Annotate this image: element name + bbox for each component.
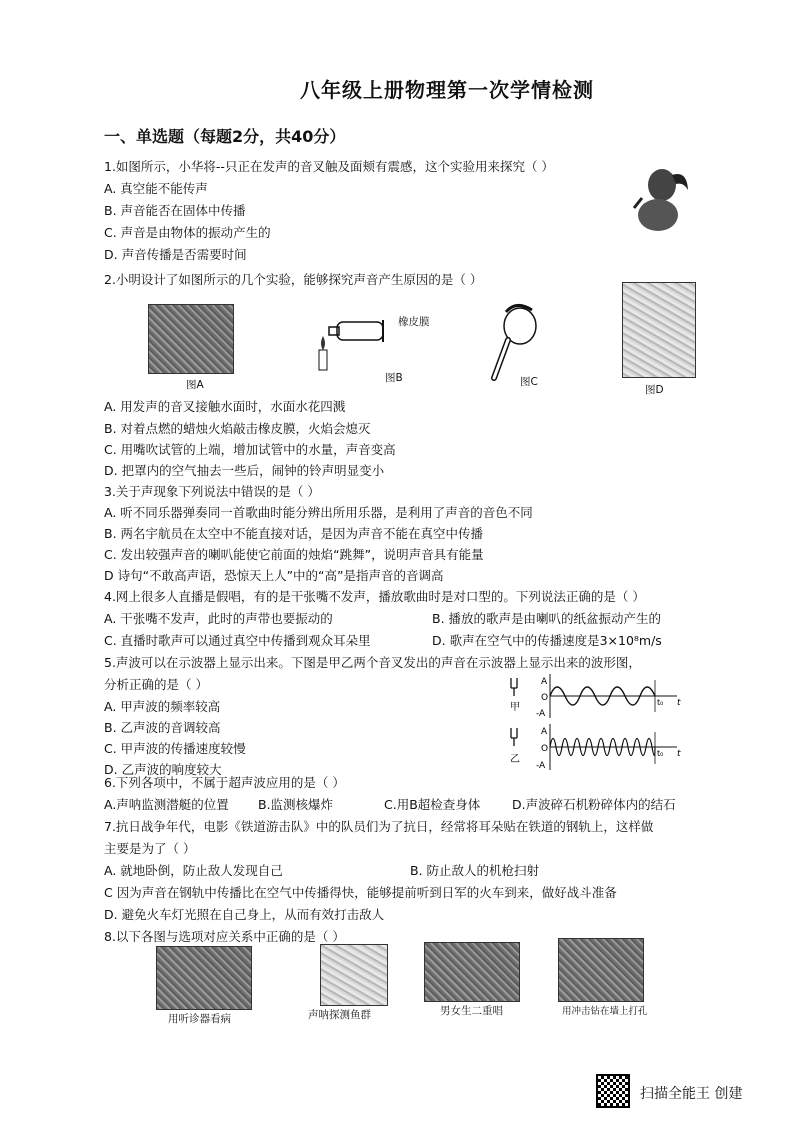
q5-option-c: C. 甲声波的传播速度较慢 [104,741,246,756]
q4-option-d: D. 歌声在空气中的传播速度是3×10⁸m/s [432,633,662,648]
section-heading: 一、单选题（每题2分，共40分） [104,127,346,146]
q6-option-a: A.声呐监测潜艇的位置 [104,797,229,812]
figure-b-caption: 图B [385,372,403,384]
q2-option-d: D. 把罩内的空气抽去一些后，闹钟的铃声明显变小 [104,463,385,478]
q5-option-b: B. 乙声波的音调较高 [104,720,221,735]
figure-a-caption: 图A [186,379,204,391]
figure-c-boy-test-tube-image [486,300,546,382]
q8-image-stethoscope [156,946,252,1010]
q4-option-b: B. 播放的歌声是由喇叭的纸盆振动产生的 [432,611,662,626]
q2-option-b: B. 对着点燃的蜡烛火焰敲击橡皮膜，火焰会熄灭 [104,421,371,436]
q7-stem-2: 主要是为了（ ） [104,841,196,856]
q8-caption-3: 男女生二重唱 [440,1005,503,1017]
wave-label-yi: 乙 [510,754,520,765]
q8-caption-1: 用听诊器看病 [168,1013,231,1025]
q7-stem: 7.抗日战争年代，电影《铁道游击队》中的队员们为了抗日，经常将耳朵贴在铁道的钢轨上，这样做 [104,819,654,834]
figure-b-candle-bottle-image [315,306,395,372]
top-axis-t0-label: t₀ [657,698,664,707]
q4-option-c: C. 直播时歌声可以通过真空中传播到观众耳朵里 [104,633,371,648]
q3-stem: 3.关于声现象下列说法中错误的是（ ） [104,484,320,499]
girl-tuning-fork-image [632,160,692,235]
q1-option-b: B. 声音能否在固体中传播 [104,203,246,218]
q3-option-d: D 诗句“不敢高声语，恐惊天上人”中的“高”是指声音的音调高 [104,568,444,583]
bottom-axis-o-label: O [541,744,549,754]
q8-caption-4: 用冲击钻在墙上打孔 [562,1006,648,1017]
q7-option-b: B. 防止敌人的机枪扫射 [410,863,540,878]
q2-option-c: C. 用嘴吹试管的上端，增加试管中的水量，声音变高 [104,442,396,457]
q5-option-a: A. 甲声波的频率较高 [104,699,221,714]
top-axis-t-label: t [677,698,681,708]
figure-d-caption: 图D [645,384,664,396]
figure-b-label: 橡皮膜 [398,316,430,328]
q4-stem: 4.网上很多人直播是假唱，有的是干张嘴不发声，播放歌曲时是对口型的。下列说法正确的是（ ） [104,589,645,604]
q5-stem: 5.声波可以在示波器上显示出来。下图是甲乙两个音叉发出的声音在示波器上显示出来的波形图， [104,655,641,670]
oscilloscope-waveform-figure [505,672,685,772]
q3-option-b: B. 两名宇航员在太空中不能直接对话，是因为声音不能在真空中传播 [104,526,484,541]
q1-stem: 1.如图所示，小华将--只正在发声的音叉触及面颊有震感，这个实验用来探究（ ） [104,159,554,174]
q7-option-d: D. 避免火车灯光照在自己身上，从而有效打击敌人 [104,907,385,922]
q7-option-c: C 因为声音在钢轨中传播比在空气中传播得快，能够提前听到日军的火车到来，做好战斗准备 [104,885,617,900]
q8-caption-2: 声呐探测鱼群 [308,1009,371,1021]
q1-option-a: A. 真空能不能传声 [104,181,208,196]
figure-a-image [148,304,234,374]
q5-option-d: D. 乙声波的响度较大 [104,762,222,777]
q4-option-a: A. 干张嘴不发声，此时的声带也要振动的 [104,611,333,626]
top-axis-o-label: O [541,693,549,703]
q8-stem: 8.以下各图与选项对应关系中正确的是（ ） [104,929,345,944]
q6-option-b: B.监测核爆炸 [258,797,334,812]
q8-image-duet [424,942,520,1002]
q6-stem: 6.下列各项中，不属于超声波应用的是（ ） [104,775,345,790]
bottom-axis-neg-a-label: -A [536,761,546,771]
q6-option-d: D.声波碎石机粉碎体内的结石 [512,797,676,812]
q6-option-c: C.用B超检查身体 [384,797,481,812]
q3-option-c: C. 发出较强声音的喇叭能使它前面的烛焰“跳舞”，说明声音具有能量 [104,547,484,562]
q5-stem-2: 分析正确的是（ ） [104,677,208,692]
q7-option-a: A. 就地卧倒，防止敌人发现自己 [104,863,283,878]
figure-d-bell-jar-image [622,282,696,378]
qr-code-icon [596,1074,630,1108]
bottom-axis-a-label: A [541,727,548,737]
q1-option-c: C. 声音是由物体的振动产生的 [104,225,271,240]
q1-option-d: D. 声音传播是否需要时间 [104,247,247,262]
q2-stem: 2.小明设计了如图所示的几个实验，能够探究声音产生原因的是（ ） [104,272,483,287]
scanner-watermark: 扫描全能王 创建 [640,1086,743,1102]
top-axis-a-label: A [541,677,548,687]
bottom-axis-t0-label: t₀ [657,749,664,758]
q8-image-drill [558,938,644,1002]
top-axis-neg-a-label: -A [536,709,546,719]
bottom-axis-t-label: t [677,749,681,759]
q2-option-a: A. 用发声的音叉接触水面时，水面水花四溅 [104,399,346,414]
figure-c-caption: 图C [520,376,538,388]
page-title: 八年级上册物理第一次学情检测 [300,78,594,102]
q8-image-sonar [320,944,388,1006]
q3-option-a: A. 听不同乐器弹奏同一首歌曲时能分辨出所用乐器，是利用了声音的音色不同 [104,505,533,520]
wave-label-jia: 甲 [510,702,520,713]
